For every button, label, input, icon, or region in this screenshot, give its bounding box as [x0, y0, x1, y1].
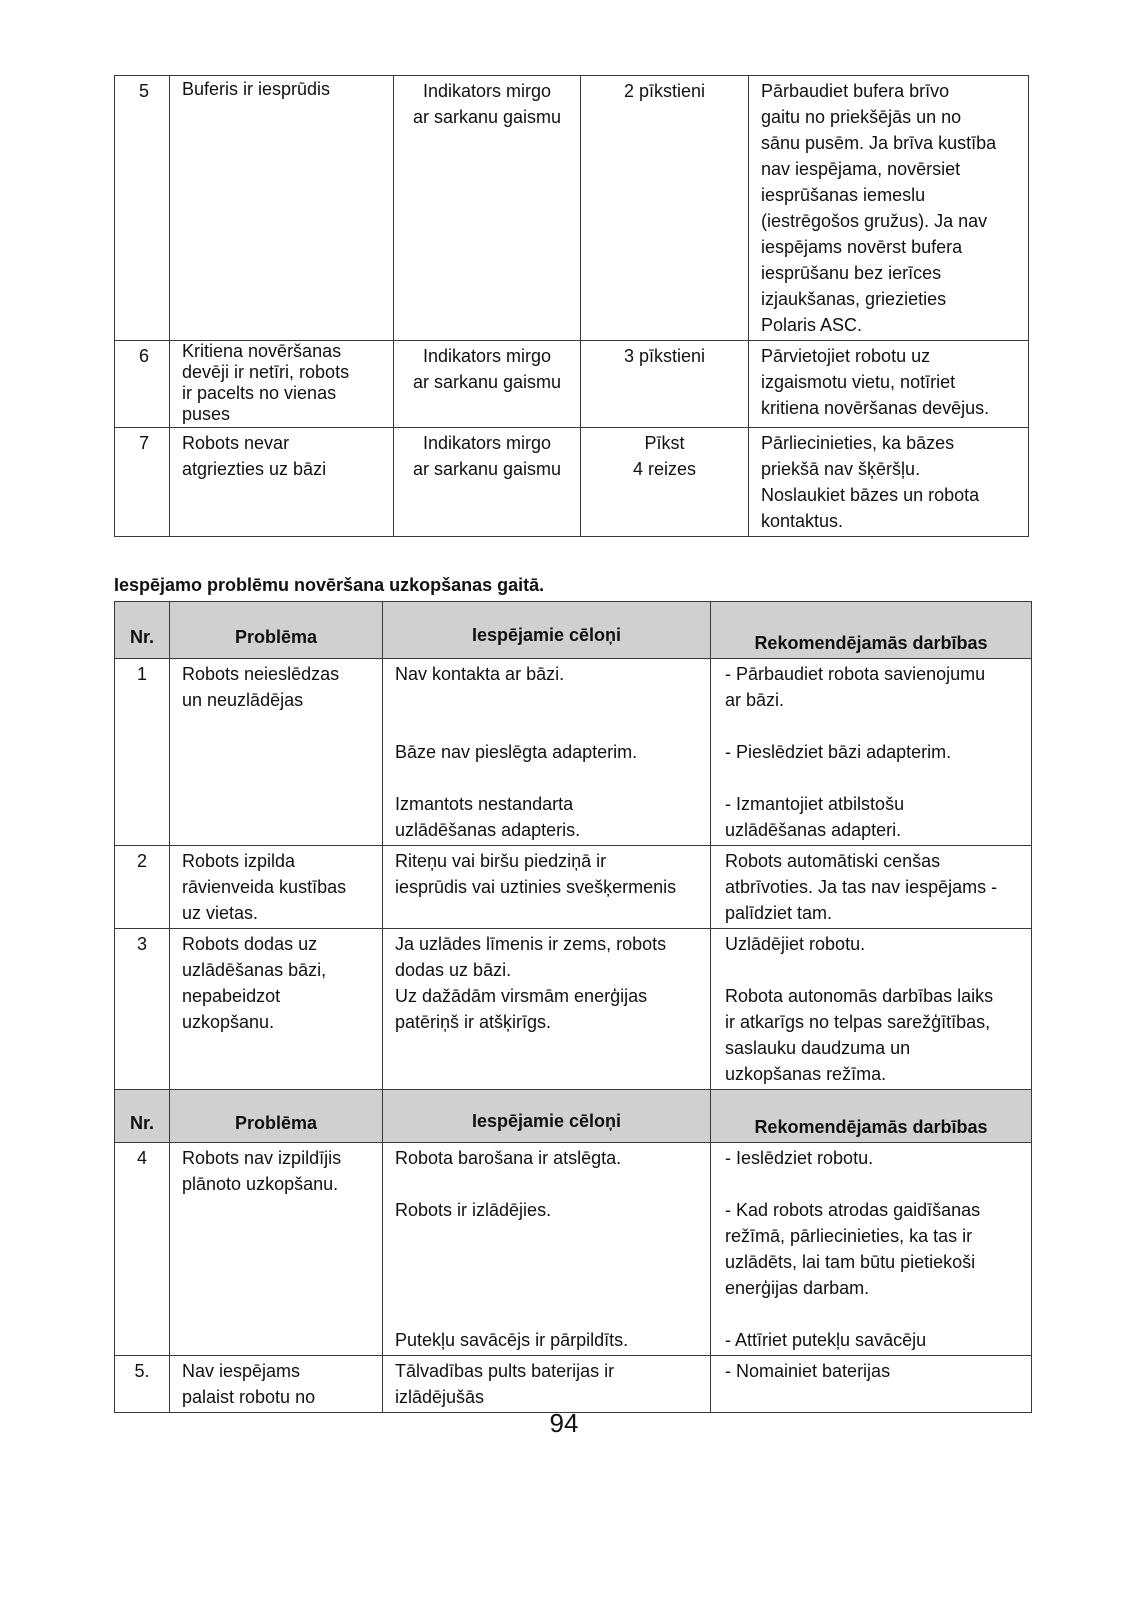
problem-cell: Robots neieslēdzas un neuzlādējas — [170, 659, 383, 846]
problem-cell: Buferis ir iesprūdis — [170, 76, 394, 341]
table-header-row — [115, 602, 1032, 659]
table-row — [115, 1143, 1032, 1356]
indicator-cell: Indikators mirgo ar sarkanu gaismu — [394, 76, 581, 341]
problem-cell: Robots izpilda rāvienveida kustības uz vietas. — [170, 846, 383, 929]
sound-cell: 2 pīkstieni — [581, 76, 749, 341]
action-cell: Pārliecinieties, ka bāzes priekšā nav šķēršļu. Noslaukiet bāzes un robota kontaktus. — [749, 428, 1029, 537]
header-nr: Nr. — [115, 602, 170, 659]
table-row — [115, 1356, 1032, 1413]
sound-cell: Pīkst 4 reizes — [581, 428, 749, 537]
troubleshooting-table — [114, 601, 1032, 1413]
row-number: 5. — [115, 1356, 170, 1413]
problem-cell: Robots nevar atgriezties uz bāzi — [170, 428, 394, 537]
page-number: 94 — [549, 1408, 579, 1438]
table-row — [115, 846, 1032, 929]
header-problem: Problēma — [170, 1090, 383, 1143]
row-number: 5 — [115, 76, 170, 341]
header-causes: Iespējamie cēloņi — [383, 1090, 711, 1143]
actions-cell: - Pārbaudiet robota savienojumu ar bāzi. - Pieslēdziet bāzi adapterim. - Izmantojiet atbilstošu uzlādēšanas adapteri. — [711, 659, 1032, 846]
table-row — [115, 341, 1029, 428]
causes-cell: Riteņu vai biršu piedziņā ir iesprūdis vai uztinies svešķermenis — [383, 846, 711, 929]
header-causes: Iespējamie cēloņi — [383, 602, 711, 659]
indicator-cell: Indikators mirgo ar sarkanu gaismu — [394, 341, 581, 428]
table-row — [115, 428, 1029, 537]
table-row — [115, 929, 1032, 1090]
causes-cell: Robota barošana ir atslēgta. Robots ir izlādējies. Putekļu savācējs ir pārpildīts. — [383, 1143, 711, 1356]
row-number: 4 — [115, 1143, 170, 1356]
actions-cell: Robots automātiski cenšas atbrīvoties. Ja tas nav iespējams - palīdziet tam. — [711, 846, 1032, 929]
action-cell: Pārbaudiet bufera brīvo gaitu no priekšējās un no sānu pusēm. Ja brīva kustība nav iespējama, novērsiet iesprūšanas iemeslu (iestrēgošos gružus). Ja nav iespējams novērst bufera iesprūšanu bez ierīces izjaukšanas, griezieties Polaris ASC. — [749, 76, 1029, 341]
row-number: 1 — [115, 659, 170, 846]
row-number: 2 — [115, 846, 170, 929]
row-number: 7 — [115, 428, 170, 537]
error-indicator-table — [114, 75, 1029, 537]
indicator-cell: Indikators mirgo ar sarkanu gaismu — [394, 428, 581, 537]
header-problem: Problēma — [170, 602, 383, 659]
problem-cell: Robots dodas uz uzlādēšanas bāzi, nepabeidzot uzkopšanu. — [170, 929, 383, 1090]
header-actions: Rekomendējamās darbības — [711, 1090, 1032, 1143]
header-actions: Rekomendējamās darbības — [711, 602, 1032, 659]
row-number: 3 — [115, 929, 170, 1090]
section-title: Iespējamo problēmu novēršana uzkopšanas gaitā. — [114, 575, 545, 595]
header-nr: Nr. — [115, 1090, 170, 1143]
actions-cell: - Nomainiet baterijas — [711, 1356, 1032, 1413]
table-header-row — [115, 1090, 1032, 1143]
causes-cell: Ja uzlādes līmenis ir zems, robots dodas uz bāzi. Uz dažādām virsmām enerģijas patēriņš ir atšķirīgs. — [383, 929, 711, 1090]
actions-cell: Uzlādējiet robotu. Robota autonomās darbības laiks ir atkarīgs no telpas sarežģītības, saslauku daudzuma un uzkopšanas režīma. — [711, 929, 1032, 1090]
problem-cell: Robots nav izpildījis plānoto uzkopšanu. — [170, 1143, 383, 1356]
sound-cell: 3 pīkstieni — [581, 341, 749, 428]
table-row — [115, 659, 1032, 846]
problem-cell: Kritiena novēršanas devēji ir netīri, robots ir pacelts no vienas puses — [170, 341, 394, 428]
actions-cell: - Ieslēdziet robotu. - Kad robots atrodas gaidīšanas režīmā, pārliecinieties, ka tas ir uzlādēts, lai tam būtu pietiekoši enerģijas darbam. - Attīriet putekļu savācēju — [711, 1143, 1032, 1356]
row-number: 6 — [115, 341, 170, 428]
causes-cell: Tālvadības pults baterijas ir izlādējušās — [383, 1356, 711, 1413]
action-cell: Pārvietojiet robotu uz izgaismotu vietu, notīriet kritiena novēršanas devējus. — [749, 341, 1029, 428]
problem-cell: Nav iespējams palaist robotu no — [170, 1356, 383, 1413]
table-row — [115, 76, 1029, 341]
causes-cell: Nav kontakta ar bāzi. Bāze nav pieslēgta adapterim. Izmantots nestandarta uzlādēšanas adapteris. — [383, 659, 711, 846]
